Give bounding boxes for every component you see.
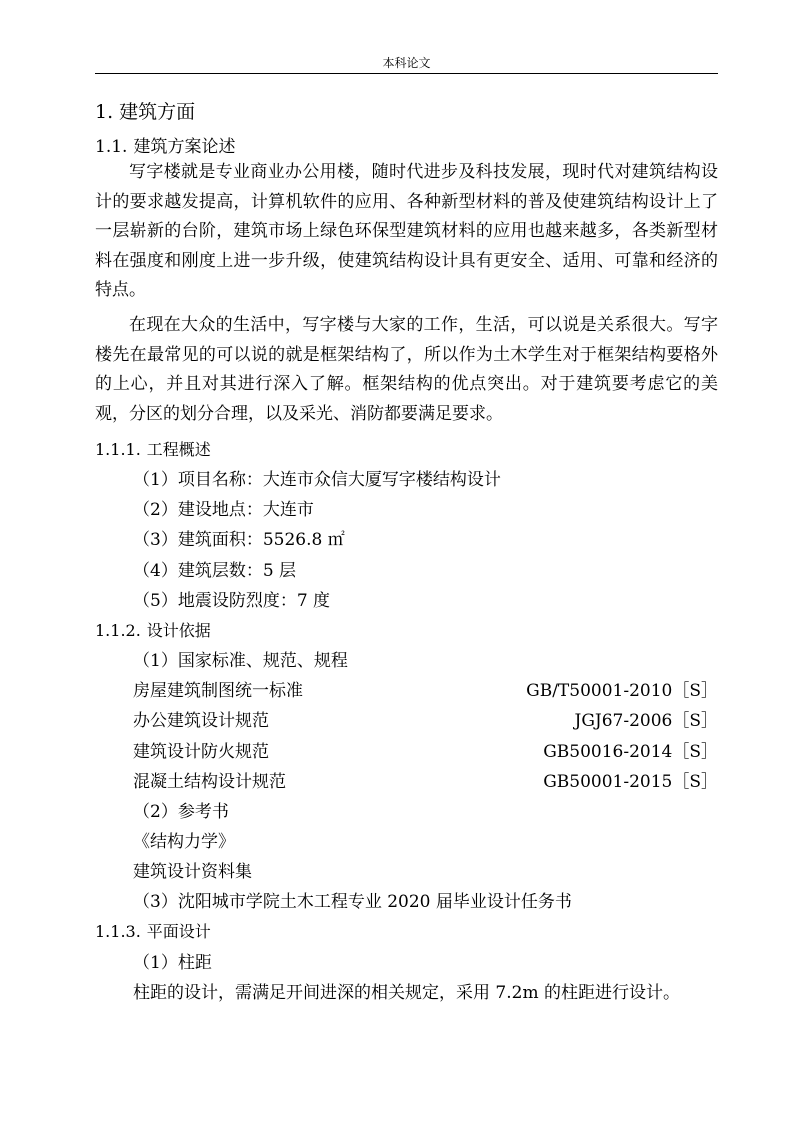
heading-text: 建筑方面 [119, 101, 196, 123]
paragraph-2: 在现在大众的生活中，写字楼与大家的工作，生活，可以说是关系很大。写字楼先在最常见的可以说的就是框架结构了，所以作为土木学生对于框架结构要格外的上心，并且对其进行深入了解。框架结构的优点突出。对于建筑要考虑它的美观，分区的划分合理，以及采光、消防都要满足要求。 [95, 315, 718, 424]
heading-text: 工程概述 [146, 440, 211, 459]
heading-1 [95, 97, 195, 124]
heading-number: 1.1.1. [95, 440, 141, 459]
heading-1-1 [95, 132, 235, 157]
heading-text: 平面设计 [146, 922, 211, 941]
paragraph-1: 写字楼就是专业商业办公用楼，随时代进步及科技发展，现时代对建筑结构设计的要求越发提高，计算机软件的应用、各种新型材料的普及使建筑结构设计上了一层崭新的台阶，建筑市场上绿色环保型建筑材料的应用也越来越多，各类新型材料在强度和刚度上进一步升级，使建筑结构设计具有更安全、适用、可靠和经济的特点。 [95, 162, 718, 301]
task-book: （3）沈阳城市学院土木工程专业 2020 届毕业设计任务书 [133, 892, 572, 912]
overview-item: （1）项目名称：大连市众信大厦写字楼结构设计 [133, 470, 501, 490]
overview-item: （5）地震设防烈度：7 度 [133, 591, 331, 611]
heading-1-1-3 [95, 919, 211, 942]
heading-number: 1.1. [95, 137, 128, 157]
heading-1-1-2 [95, 618, 211, 641]
overview-item: （4）建筑层数：5 层 [133, 561, 297, 581]
overview-item: （3）建筑面积：5526.8 ㎡ [133, 530, 345, 550]
standard-row [133, 706, 718, 731]
heading-text: 建筑方案论述 [133, 137, 236, 157]
heading-number: 1.1.3. [95, 922, 141, 941]
standard-row [133, 767, 718, 792]
header-rule [95, 73, 718, 74]
standard-code: GB50016-2014［S］ [543, 742, 718, 762]
standard-name: 建筑设计防火规范 [133, 742, 269, 762]
refs-title: （2）参考书 [133, 802, 229, 822]
standard-code: GB/T50001-2010［S］ [526, 681, 718, 701]
standard-name: 混凝土结构设计规范 [133, 772, 286, 792]
column-title: （1）柱距 [133, 953, 212, 973]
standard-code: GB50001-2015［S］ [543, 772, 718, 792]
standard-name: 办公建筑设计规范 [133, 711, 269, 731]
heading-number: 1. [95, 101, 114, 123]
heading-1-1-1 [95, 437, 211, 460]
heading-text: 设计依据 [146, 621, 211, 640]
page-header: 本科论文 [382, 56, 431, 70]
overview-item: （2）建设地点：大连市 [133, 500, 314, 520]
standard-row [133, 676, 718, 701]
reference-item: 建筑设计资料集 [133, 862, 252, 882]
standard-code: JGJ67-2006［S］ [574, 711, 718, 731]
heading-number: 1.1.2. [95, 621, 141, 640]
standard-name: 房屋建筑制图统一标准 [133, 681, 303, 701]
reference-item: 《结构力学》 [133, 832, 235, 852]
column-text: 柱距的设计，需满足开间进深的相关规定，采用 7.2m 的柱距进行设计。 [133, 983, 680, 1003]
basis-title: （1）国家标准、规范、规程 [133, 651, 348, 671]
standard-row [133, 737, 718, 762]
